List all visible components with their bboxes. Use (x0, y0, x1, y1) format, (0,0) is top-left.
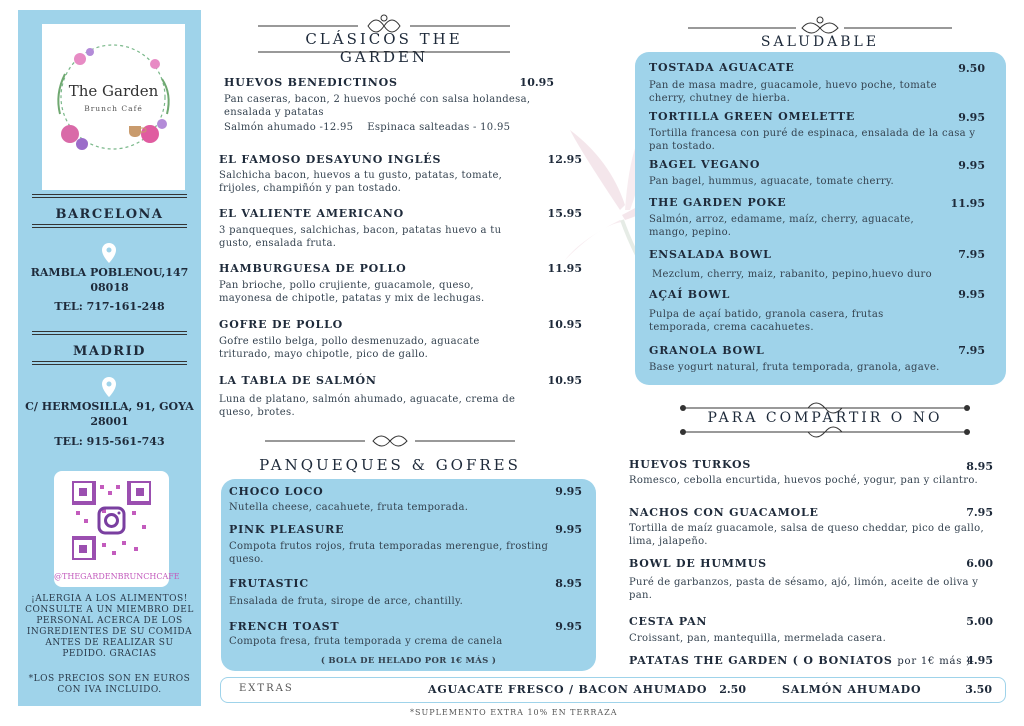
item-description: Tortilla de maíz guacamole, salsa de queso cheddar, pico de gallo, lima, jalapeño. (629, 523, 984, 547)
extras-item: SALMÓN AHUMADO (782, 683, 922, 696)
item-price: 8.95 (966, 460, 993, 473)
section-title-clasicos: CLÁSICOS THE GARDEN (305, 30, 463, 66)
divider (32, 194, 187, 198)
qr-code-icon (72, 481, 151, 560)
item-name: FRUTASTIC (229, 577, 309, 590)
city-barcelona: BARCELONA (55, 207, 164, 222)
coffee-cup-icon (126, 122, 148, 138)
ornament-icon (258, 46, 510, 58)
item-name: GRANOLA BOWL (649, 344, 765, 357)
item-name: GOFRE DE POLLO (219, 318, 343, 331)
item-name: LA TABLA DE SALMÓN (219, 374, 377, 387)
section-title-panqueques: PANQUEQUES & GOFRES (259, 456, 521, 474)
item-description: Compota fresa, fruta temporada y crema de canela (229, 636, 503, 647)
item-name (629, 654, 971, 667)
barcelona-phone[interactable]: TEL: 717-161-248 (54, 300, 165, 313)
item-price: 15.95 (547, 207, 582, 220)
item-name: CESTA PAN (629, 615, 708, 628)
price-note: *LOS PRECIOS SON EN EUROS CON IVA INCLUIDO. (28, 674, 191, 695)
item-name: HUEVOS TURKOS (629, 458, 752, 471)
item-price: 9.95 (958, 159, 985, 172)
ice-cream-note: ( BOLA DE HELADO POR 1€ MÁS ) (320, 656, 497, 666)
item-price: 9.95 (958, 288, 985, 301)
extras-label: EXTRAS (239, 683, 294, 694)
instagram-handle: @THEGARDENBRUNCHCAFE (54, 572, 180, 581)
item-price: 12.95 (547, 153, 582, 166)
city-madrid: MADRID (73, 344, 146, 359)
item-description: Salmón, arroz, edamame, maíz, cherry, aguacate, mango, pepino. (649, 214, 914, 238)
extras-price: 2.50 (719, 683, 746, 696)
item-price: 8.95 (555, 577, 582, 590)
item-name: TORTILLA GREEN OMELETTE (649, 110, 856, 123)
section-title-saludable: SALUDABLE (760, 34, 880, 50)
qr-code[interactable] (54, 471, 180, 587)
logo-subtitle: Brunch Café (84, 104, 143, 113)
item-description: Compota frutos rojos, fruta temporadas merengue, frosting queso. (229, 541, 549, 565)
sidebar (18, 10, 201, 706)
item-price: 10.95 (547, 318, 582, 331)
item-name: AÇAÍ BOWL (649, 288, 731, 301)
allergy-note: ¡ALERGIA A LOS ALIMENTOS! CONSULTE A UN MIEMBRO DEL PERSONAL ACERCA DE LOS INGREDIENTES DE SU COMIDA ANTES DE REALIZAR SU PEDIDO. GRACIAS (25, 594, 194, 659)
item-description: 3 panqueques, salchichas, bacon, patatas huevo a tu gusto, ensalada fruta. (219, 225, 502, 249)
item-description: Croissant, pan, mantequilla, mermelada casera. (629, 633, 887, 644)
item-price: 7.95 (966, 506, 993, 519)
item-name-suffix: por 1€ más ) (897, 656, 971, 667)
madrid-zip: 28001 (90, 415, 129, 428)
item-name: ENSALADA BOWL (649, 248, 772, 261)
item-description: Gofre estilo belga, pollo desmenuzado, aguacate triturado, mayo chipotle, pico de gallo. (219, 336, 480, 360)
barcelona-heading (18, 203, 201, 222)
madrid-phone[interactable]: TEL: 915-561-743 (54, 435, 165, 448)
item-description: Salchicha bacon, huevos a tu gusto, patatas, tomate, frijoles, champiñón y pan tostado. (219, 170, 503, 194)
section-title-compartir: PARA COMPARTIR O NO (707, 410, 943, 426)
item-price: 4.95 (966, 654, 993, 667)
madrid-address: C/ HERMOSILLA, 91, GOYA (25, 400, 194, 413)
terrace-note: *SUPLEMENTO EXTRA 10% EN TERRAZA (410, 708, 618, 717)
item-name-main: PATATAS THE GARDEN ( O BONIATOS (629, 654, 893, 667)
item-price: 10.95 (547, 374, 582, 387)
item-name: PINK PLEASURE (229, 523, 345, 536)
item-name: BAGEL VEGANO (649, 158, 761, 171)
item-name: HUEVOS BENEDICTINOS (224, 76, 398, 89)
item-price: 9.95 (958, 111, 985, 124)
divider (32, 361, 187, 365)
logo-title: The Garden (68, 82, 159, 100)
divider (32, 224, 187, 228)
item-price: 7.95 (958, 248, 985, 261)
item-extra: Salmón ahumado -12.95 Espinaca salteadas - 10.95 (224, 122, 511, 133)
item-price: 9.95 (555, 485, 582, 498)
ornament-icon (688, 12, 952, 34)
item-name: TOSTADA AGUACATE (649, 61, 795, 74)
extras-item: AGUACATE FRESCO / BACON AHUMADO (428, 683, 708, 696)
item-description: Ensalada de fruta, sirope de arce, chantilly. (229, 596, 464, 607)
item-name: NACHOS CON GUACAMOLE (629, 506, 819, 519)
location-pin-icon (100, 242, 118, 264)
madrid-heading (18, 340, 201, 359)
item-name: BOWL DE HUMMUS (629, 557, 767, 570)
item-price: 11.95 (950, 197, 985, 210)
item-description: Mezclum, cherry, maiz, rabanito, pepino,huevo duro (652, 269, 932, 280)
item-name: THE GARDEN POKE (649, 196, 787, 209)
item-name: FRENCH TOAST (229, 620, 340, 633)
item-price: 10.95 (519, 76, 554, 89)
extras-price: 3.50 (965, 683, 992, 696)
barcelona-zip: 08018 (90, 281, 129, 294)
item-price: 9.95 (555, 620, 582, 633)
logo (42, 24, 185, 190)
item-description: Romesco, cebolla encurtida, huevos poché, yogur, pan y cilantro. (629, 475, 978, 486)
item-name: EL VALIENTE AMERICANO (219, 207, 404, 220)
item-description: Tortilla francesa con puré de espinaca, ensalada de la casa y pan tostado. (649, 128, 976, 152)
item-name: HAMBURGUESA DE POLLO (219, 262, 407, 275)
item-description: Puré de garbanzos, pasta de sésamo, ajó, limón, aceite de oliva y pan. (629, 577, 979, 601)
item-price: 9.95 (555, 523, 582, 536)
item-price: 6.00 (966, 557, 993, 570)
divider (32, 331, 187, 335)
item-description: Pulpa de açaí batido, granola casera, frutas temporada, crema cacahuetes. (649, 309, 884, 333)
barcelona-address: RAMBLA POBLENOU,147 (30, 266, 189, 279)
item-description: Base yogurt natural, fruta temporada, granola, agave. (649, 362, 940, 373)
item-price: 9.50 (958, 62, 985, 75)
item-description: Pan caseras, bacon, 2 huevos poché con salsa holandesa, ensalada y patatas (224, 94, 531, 118)
item-description: Luna de platano, salmón ahumado, aguacate, crema de queso, brotes. (219, 394, 516, 418)
item-description: Pan de masa madre, guacamole, huevo poche, tomate cherry, chutney de hierba. (649, 80, 937, 104)
item-name: CHOCO LOCO (229, 485, 324, 498)
item-price: 5.00 (966, 615, 993, 628)
item-price: 11.95 (547, 262, 582, 275)
item-name: EL FAMOSO DESAYUNO INGLÉS (219, 153, 442, 166)
item-description: Pan brioche, pollo crujiente, guacamole, queso, mayonesa de chipotle, patatas y mix de lechugas. (219, 280, 485, 304)
location-pin-icon (100, 376, 118, 398)
item-price: 7.95 (958, 344, 985, 357)
item-description: Nutella cheese, cacahuete, fruta temporada. (229, 502, 469, 513)
item-description: Pan bagel, hummus, aguacate, tomate cherry. (649, 176, 895, 187)
ornament-icon (265, 429, 515, 449)
